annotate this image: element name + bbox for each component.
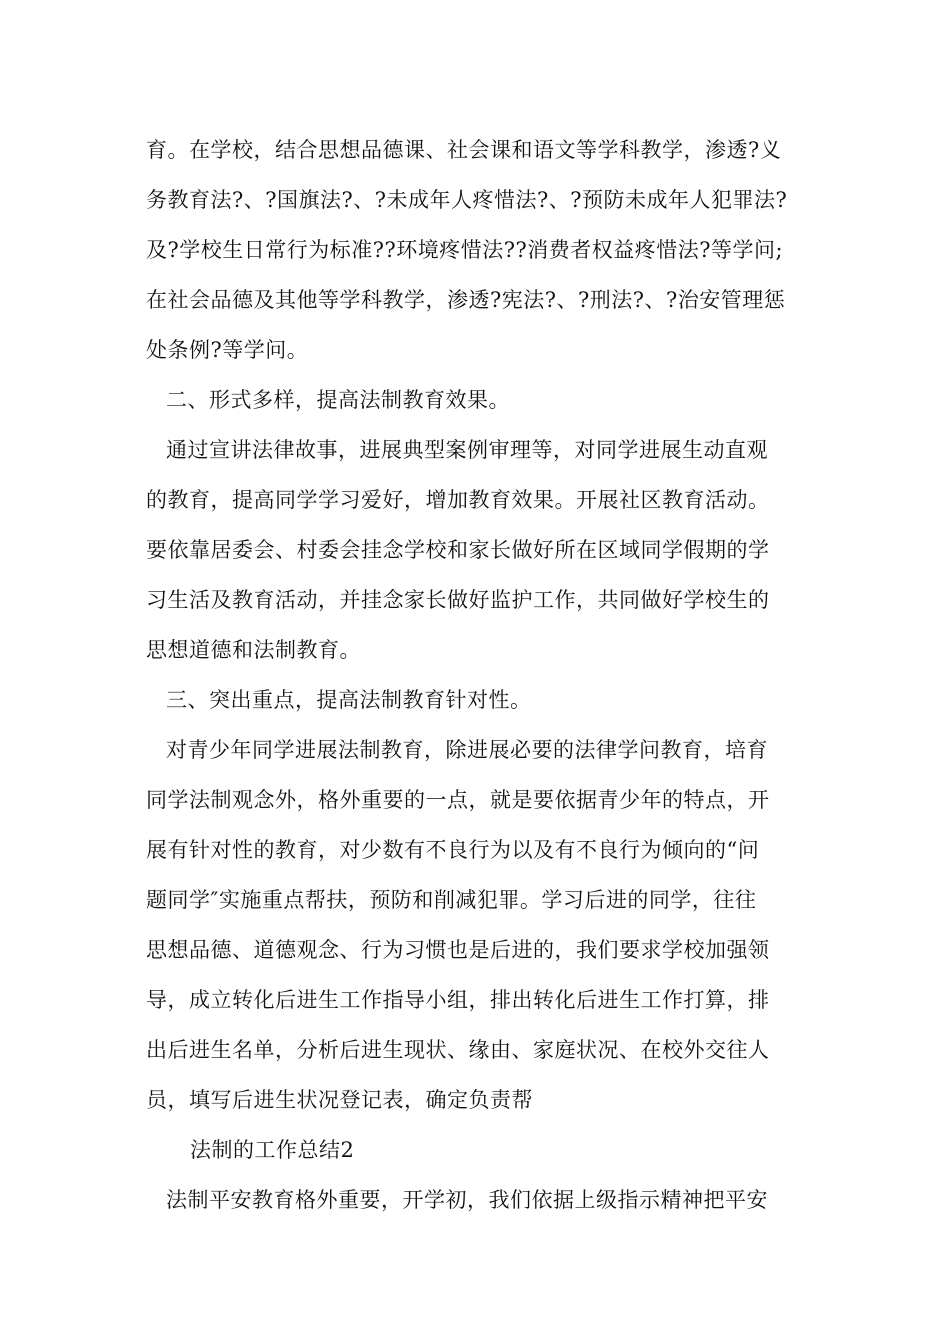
body-text-line: 同学法制观念外，格外重要的一点，就是要依据青少年的特点，开 bbox=[146, 788, 770, 812]
section-heading: 二、形式多样，提高法制教育效果。 bbox=[166, 388, 510, 412]
body-text-line: 导，成立转化后进生工作指导小组，排出转化后进生工作打算，排 bbox=[146, 988, 770, 1012]
body-text-line: 思想品德、道德观念、行为习惯也是后进的，我们要求学校加强领 bbox=[146, 938, 770, 962]
body-text-line: 的教育，提高同学学习爱好，增加教育效果。开展社区教育活动。 bbox=[146, 488, 770, 512]
body-text-line: 思想道德和法制教育。 bbox=[146, 638, 361, 662]
body-text-line: 育。在学校，结合思想品德课、社会课和语文等学科教学，渗透?义 bbox=[146, 138, 782, 162]
body-text-line: 习生活及教育活动，并挂念家长做好监护工作，共同做好学校生的 bbox=[146, 588, 770, 612]
body-text-line: 在社会品德及其他等学科教学，渗透?宪法?、?刑法?、?治安管理惩 bbox=[146, 288, 786, 312]
body-text-line: 务教育法?、?国旗法?、?未成年人疼惜法?、?预防未成年人犯罪法? bbox=[146, 188, 788, 212]
body-text-line: 及?学校生日常行为标准??环境疼惜法??消费者权益疼惜法?等学问; bbox=[146, 238, 784, 262]
body-text-line: 通过宣讲法律故事，进展典型案例审理等，对同学进展生动直观 bbox=[166, 438, 768, 462]
body-text-line: 题同学″实施重点帮扶，预防和削减犯罪。学习后进的同学，往往 bbox=[146, 888, 757, 912]
body-text-line: 员，填写后进生状况登记表，确定负责帮 bbox=[146, 1088, 533, 1112]
body-text-line: 处条例?等学问。 bbox=[146, 338, 309, 362]
body-text-line: 对青少年同学进展法制教育，除进展必要的法律学问教育，培育 bbox=[166, 738, 768, 762]
document-title: 法制的工作总结2 bbox=[190, 1138, 355, 1162]
body-text-line: 出后进生名单，分析后进生现状、缘由、家庭状况、在校外交往人 bbox=[146, 1038, 770, 1062]
section-heading: 三、突出重点，提高法制教育针对性。 bbox=[166, 688, 532, 712]
body-text-line: 要依靠居委会、村委会挂念学校和家长做好所在区域同学假期的学 bbox=[146, 538, 770, 562]
body-text-line: 法制平安教育格外重要，开学初，我们依据上级指示精神把平安 bbox=[166, 1188, 768, 1212]
body-text-line: 展有针对性的教育，对少数有不良行为以及有不良行为倾向的“问 bbox=[146, 838, 760, 862]
